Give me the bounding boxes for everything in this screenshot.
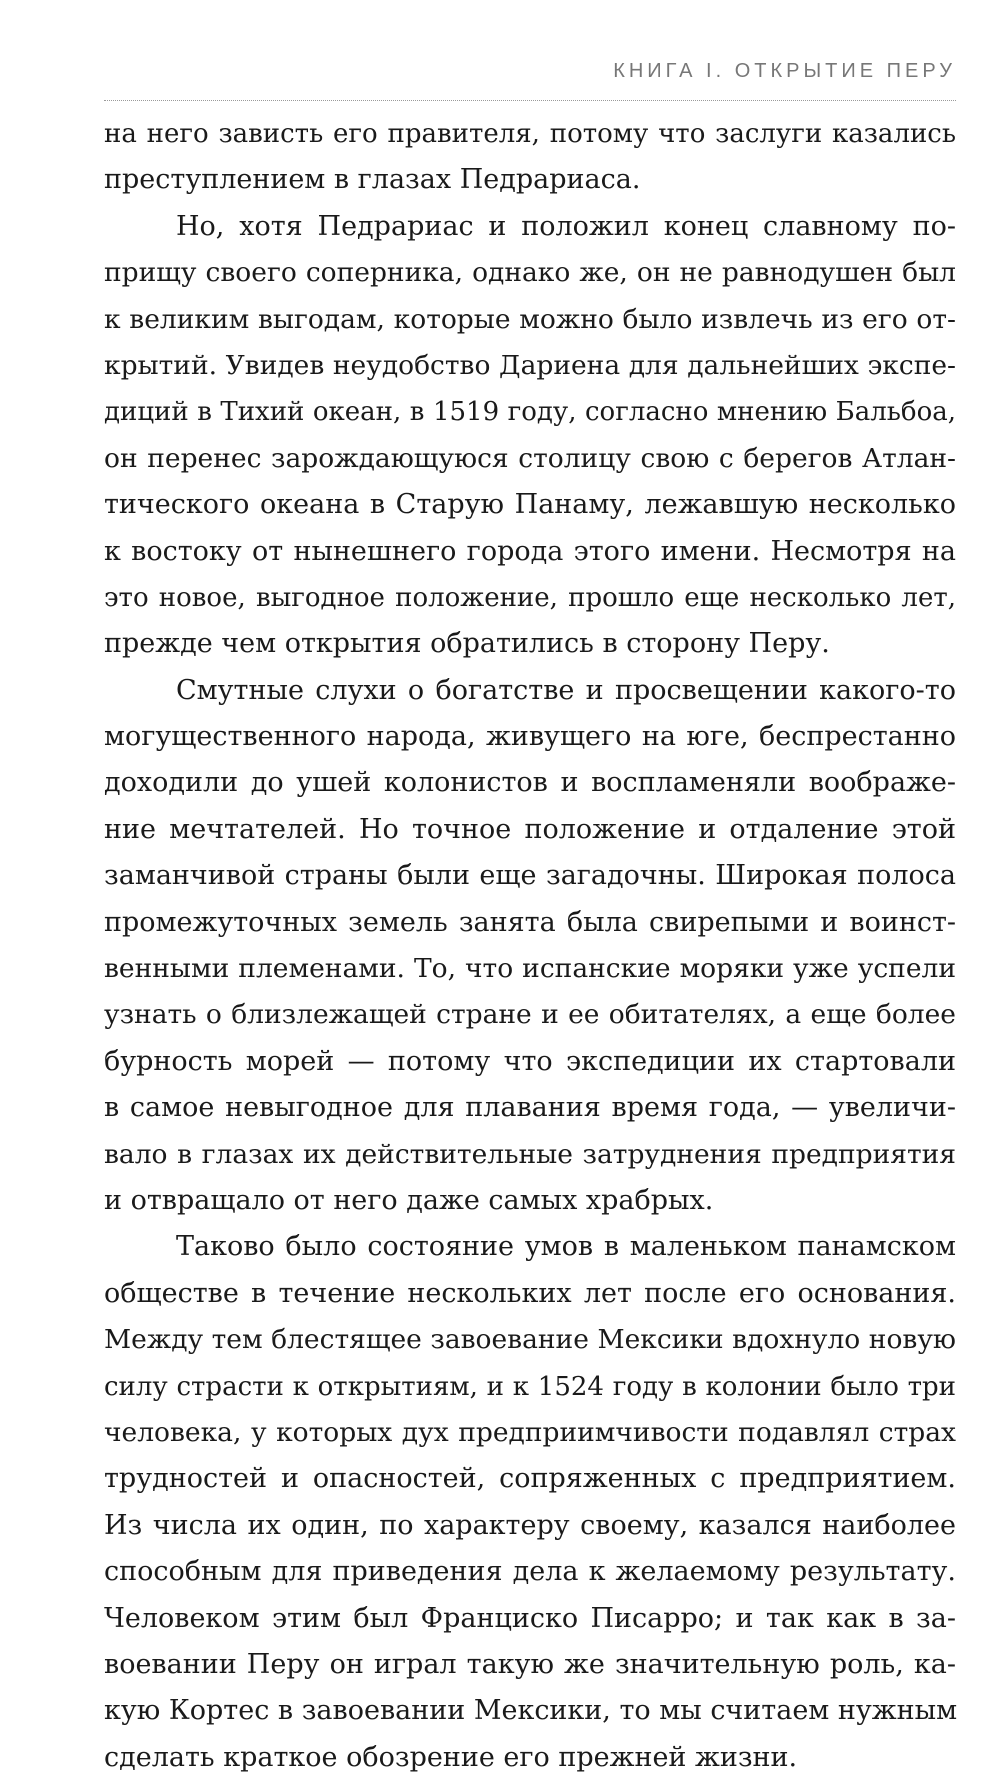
text-line: Человеком этим был Франциско Писарро; и так как в за- bbox=[104, 1602, 956, 1634]
text-line: прищу своего соперника, однако же, он не равнодушен был bbox=[104, 257, 956, 289]
text-line: воевании Перу он играл такую же значительную роль, ка- bbox=[104, 1648, 956, 1680]
text-line: способным для приведения дела к желаемому результату. bbox=[104, 1556, 956, 1588]
text-line: Смутные слухи о богатстве и просвещении какого-то bbox=[176, 674, 956, 706]
running-head: КНИГА I. ОТКРЫТИЕ ПЕРУ bbox=[613, 60, 956, 82]
text-line: Таково было состояние умов в маленьком панамском bbox=[176, 1231, 956, 1263]
text-line: заманчивой страны были еще загадочны. Широкая полоса bbox=[104, 860, 956, 892]
text-line: в самое невыгодное для плавания время года, — увеличи- bbox=[104, 1092, 956, 1124]
text-line: бурность морей — потому что экспедиции их стартовали bbox=[104, 1045, 956, 1077]
text-line: сделать краткое обозрение его прежней жизни. bbox=[104, 1741, 798, 1773]
text-line: человека, у которых дух предприимчивости подавлял страх bbox=[104, 1416, 956, 1448]
paragraph bbox=[104, 668, 956, 1225]
text-line: Но, хотя Педрариас и положил конец славному по- bbox=[176, 210, 956, 242]
text-line: на него зависть его правителя, потому что заслуги казались bbox=[104, 119, 956, 149]
text-line: это новое, выгодное положение, прошло еще несколько лет, bbox=[104, 582, 956, 613]
header-divider bbox=[104, 100, 956, 101]
text-line: Из числа их один, по характеру своему, казался наиболее bbox=[104, 1509, 956, 1541]
body-text bbox=[104, 111, 956, 1781]
paragraph bbox=[104, 204, 956, 668]
text-line: диций в Тихий океан, в 1519 году, согласно мнению Бальбоа, bbox=[104, 397, 956, 428]
text-line: тического океана в Старую Панаму, лежавшую несколько bbox=[104, 489, 956, 521]
text-line: трудностей и опасностей, сопряженных с предприятием. bbox=[104, 1463, 956, 1495]
text-line: доходили до ушей колонистов и воспламеняли воображе- bbox=[104, 767, 956, 799]
text-line: крытий. Увидев неудобство Дариена для дальнейших экспе- bbox=[104, 349, 956, 381]
text-line: могущественного народа, живущего на юге, беспрестанно bbox=[104, 721, 956, 753]
text-line: узнать о близлежащей стране и ее обитателях, а еще более bbox=[104, 999, 956, 1031]
text-line: силу страсти к открытиям, и к 1524 году в колонии было три bbox=[104, 1371, 956, 1402]
text-line: венными племенами. То, что испанские моряки уже успели bbox=[104, 953, 956, 985]
paragraph bbox=[104, 1224, 956, 1781]
paragraph bbox=[104, 111, 956, 204]
text-line: промежуточных земель занята была свирепыми и воинст- bbox=[104, 906, 956, 938]
text-line: Между тем блестящее завоевание Мексики вдохнуло новую bbox=[104, 1324, 956, 1356]
text-line: обществе в течение нескольких лет после его основания. bbox=[104, 1277, 956, 1309]
text-line: прежде чем открытия обратились в сторону Перу. bbox=[104, 628, 830, 660]
text-line: и отвращало от него даже самых храбрых. bbox=[104, 1184, 714, 1216]
text-line: он перенес зарождающуюся столицу свою с берегов Атлан- bbox=[104, 442, 956, 474]
text-line: ние мечтателей. Но точное положение и отдаление этой bbox=[104, 813, 956, 845]
text-line: кую Кортес в завоевании Мексики, то мы считаем нужным bbox=[104, 1695, 958, 1727]
text-line: к востоку от нынешнего города этого имени. Несмотря на bbox=[104, 535, 956, 567]
text-line: вало в глазах их действительные затруднения предприятия bbox=[104, 1138, 956, 1170]
text-line: преступлением в глазах Педрариаса. bbox=[104, 164, 641, 196]
text-line: к великим выгодам, которые можно было извлечь из его от- bbox=[104, 303, 956, 335]
